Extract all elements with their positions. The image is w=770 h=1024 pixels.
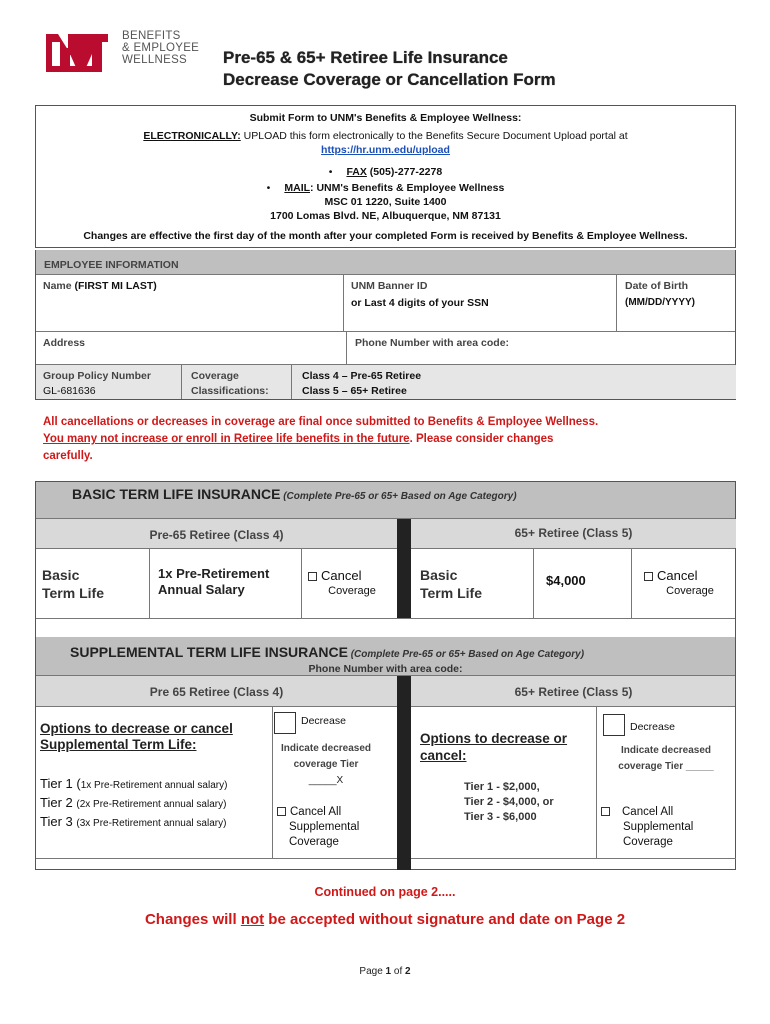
supp-plus-options-2: cancel:: [420, 748, 467, 763]
org-line: BENEFITS: [122, 30, 181, 42]
cancel-all-3: Coverage: [623, 836, 673, 848]
divider: [631, 548, 632, 618]
tier-2-detail: (2x Pre-Retirement annual salary): [76, 799, 227, 810]
class-4: Class 4 – Pre-65 Retiree: [302, 370, 422, 382]
supp-pre-indicate: [274, 741, 378, 789]
phone-field[interactable]: [346, 332, 736, 364]
divider: [411, 858, 736, 859]
coverage-label: Coverage: [666, 585, 714, 597]
supp-pre-options-2: Supplemental Term Life:: [40, 737, 197, 752]
supp-pre65-head: Pre 65 Retiree (Class 4): [149, 685, 284, 699]
dob-field[interactable]: [616, 275, 736, 331]
warning-rest: . Please consider changes: [409, 433, 554, 445]
plus65-head-band: [411, 519, 736, 548]
basic-subtitle: (Complete Pre-65 or 65+ Based on Age Category): [280, 491, 517, 502]
mail-address-line-3: 1700 Lomas Blvd. NE, Albuquerque, NM 87131: [270, 210, 501, 222]
plus-basic-label-2: Term Life: [420, 585, 482, 601]
pre-amount-1: 1x Pre-Retirement: [158, 566, 270, 581]
supp-plus-options: [420, 730, 567, 764]
upload-link-line: [36, 144, 735, 156]
coverage-label-2: Classifications:: [191, 385, 269, 397]
supplemental-term-life-section: [35, 637, 736, 870]
cancel-all-1: Cancel All: [290, 806, 342, 818]
pre-basic-label-2: Term Life: [42, 585, 104, 601]
coverage-classifications: [181, 365, 291, 399]
page-number: [0, 966, 770, 977]
name-hint: (FIRST MI LAST): [71, 280, 157, 292]
form-title: [223, 47, 556, 91]
pre-basic-label: [42, 566, 104, 602]
warning-line-1: All cancellations or decreases in coverage are final once submitted to Benefits & Employee Wellness.: [43, 416, 599, 428]
org-line: WELLNESS: [122, 54, 188, 66]
supp-phone-note: Phone Number with area code:: [308, 663, 463, 675]
org-name: [122, 30, 199, 66]
divider: [272, 706, 273, 858]
page-of: of: [391, 966, 406, 977]
org-line: & EMPLOYEE: [122, 42, 200, 54]
name-label: Name: [43, 280, 72, 292]
cancel-label: Cancel: [657, 568, 698, 583]
supp-pre-cancel-all[interactable]: [277, 805, 359, 850]
banner-id-field[interactable]: [343, 275, 616, 331]
class-list: [291, 365, 736, 399]
supp-pre-decrease-checkbox[interactable]: [274, 712, 296, 734]
divider: [36, 706, 735, 707]
mail-label: MAIL: [284, 182, 311, 194]
signature-warning: [0, 911, 770, 928]
pre65-head-band: [36, 519, 397, 548]
basic-title-band: [36, 482, 735, 518]
name-row: [36, 274, 735, 331]
supp-plus-decrease-label: Decrease: [630, 721, 675, 733]
submit-instructions: [35, 105, 736, 248]
tier-3: [40, 813, 227, 832]
cancellation-warning: [43, 414, 733, 465]
divider: [596, 706, 597, 858]
upload-link[interactable]: https://hr.unm.edu/upload: [321, 144, 450, 156]
supp-plus65-head: 65+ Retiree (Class 5): [514, 685, 633, 699]
tier-1-detail: 1x Pre-Retirement annual salary): [80, 780, 228, 791]
supp-pre-options-1: Options to decrease or cancel: [40, 721, 233, 736]
class-5: Class 5 – 65+ Retiree: [302, 385, 407, 397]
warning-underlined: You many not increase or enroll in Retiree life benefits in the future: [43, 433, 410, 445]
pre-amount-2: Annual Salary: [158, 582, 245, 597]
dob-label: Date of Birth: [625, 280, 688, 292]
column-separator: [397, 519, 411, 619]
mail-address-line-2: MSC 01 1220, Suite 1400: [324, 196, 447, 208]
cancel-label: Cancel: [321, 568, 362, 583]
employee-information-section: [35, 250, 736, 400]
group-policy-label: Group Policy Number: [43, 370, 151, 382]
plus-basic-amount: $4,000: [546, 573, 586, 588]
coverage-label: Coverage: [328, 585, 376, 597]
divider: [36, 618, 735, 619]
submit-heading: Submit Form to UNM's Benefits & Employee Wellness:: [249, 112, 522, 124]
supp-subtitle: (Complete Pre-65 or 65+ Based on Age Category): [347, 649, 585, 660]
divider: [149, 548, 150, 618]
group-policy-field: [36, 365, 181, 399]
continued-note: Continued on page 2.....: [314, 885, 456, 899]
electronic-line: [36, 130, 735, 142]
tier-2-label: Tier 2: [40, 795, 77, 810]
banner-id-label: UNM Banner ID: [351, 280, 428, 292]
indicate-2: coverage Tier: [293, 759, 359, 770]
fax-label: FAX: [346, 166, 367, 178]
tier-3-detail: (3x Pre-Retirement annual salary): [76, 818, 227, 829]
title-line-1: Pre-65 & 65+ Retiree Life Insurance: [223, 48, 508, 67]
pre-basic-cancel-checkbox[interactable]: [308, 572, 317, 581]
supp-pre-decrease-label: Decrease: [301, 715, 346, 727]
cancel-all-1: Cancel All: [622, 806, 674, 818]
pre-basic-label-1: Basic: [42, 567, 80, 583]
phone-label: Phone Number with area code:: [355, 337, 510, 349]
pre-basic-amount: [158, 566, 269, 598]
warning-line-2: [43, 431, 733, 448]
plus-basic-label-1: Basic: [420, 567, 458, 583]
sig-not: not: [240, 911, 265, 928]
divider: [36, 858, 397, 859]
supp-plus-indicate: [601, 743, 731, 775]
title-line-2: Decrease Coverage or Cancellation Form: [223, 70, 556, 89]
basic-term-life-section: [35, 481, 736, 640]
address-row: [36, 331, 735, 364]
plus-basic-label: [420, 566, 482, 602]
tier-2: [40, 794, 227, 813]
tier-3-label: Tier 3: [40, 814, 77, 829]
page-total: 2: [405, 966, 411, 977]
plus-tier-1: Tier 1 - $2,000,: [464, 781, 540, 793]
supp-plus-cancel-all[interactable]: [601, 805, 693, 850]
basic-title: BASIC TERM LIFE INSURANCE: [72, 486, 281, 502]
name-field[interactable]: [36, 275, 343, 331]
electronic-text: UPLOAD this form electronically to the Benefits Secure Document Upload portal at: [240, 130, 628, 142]
plus-tier-2: Tier 2 - $4,000, or: [464, 796, 554, 808]
cancel-all-3: Coverage: [289, 836, 339, 848]
pre-basic-cancel-option[interactable]: [308, 568, 396, 597]
coverage-label-1: Coverage: [191, 370, 239, 382]
group-row: [36, 364, 735, 399]
group-policy-value: GL-681636: [43, 385, 96, 397]
supp-pre-options: [40, 721, 233, 753]
mail-text: : UNM's Benefits & Employee Wellness: [310, 182, 505, 194]
supp-plus-decrease-checkbox[interactable]: [603, 714, 625, 736]
supp-pre-tiers: [40, 775, 227, 832]
page-label: Page: [359, 966, 386, 977]
plus-basic-cancel-checkbox[interactable]: [644, 572, 653, 581]
supp-plus-options-1: Options to decrease or: [420, 731, 568, 746]
electronic-label: ELECTRONICALLY:: [143, 130, 241, 142]
indicate-1: Indicate decreased: [280, 743, 372, 754]
supp-pre-tier-input[interactable]: _____X: [308, 775, 344, 786]
address-label: Address: [43, 337, 86, 349]
divider: [301, 548, 302, 618]
effective-note: Changes are effective the first day of the month after your completed Form is received by Benefits & Employee Wellness.: [83, 230, 688, 242]
tier-1-label: Tier 1 (: [40, 776, 81, 791]
indicate-1: Indicate decreased: [620, 745, 712, 756]
pre65-head: Pre-65 Retiree (Class 4): [149, 528, 284, 542]
sig-text-1: Changes will: [144, 911, 241, 928]
column-separator: [397, 676, 411, 870]
bullet: [329, 166, 347, 178]
supp-plus-tiers: [464, 780, 554, 825]
fax-number: (505)-277-2278: [366, 166, 443, 178]
cancel-all-2: Supplemental: [289, 821, 360, 833]
supp-plus-tier-input[interactable]: coverage Tier _____: [618, 761, 714, 772]
sig-text-2: be accepted without signature and date on Page 2: [264, 911, 626, 928]
unm-logo: [44, 30, 110, 76]
plus-tier-3: Tier 3 - $6,000: [464, 811, 537, 823]
dob-hint: (MM/DD/YYYY): [625, 297, 695, 308]
tier-1: [40, 775, 227, 794]
banner-id-hint: or Last 4 digits of your SSN: [351, 297, 489, 309]
supp-title: SUPPLEMENTAL TERM LIFE INSURANCE: [70, 644, 348, 660]
address-field[interactable]: [36, 332, 346, 364]
cancel-all-2: Supplemental: [623, 821, 694, 833]
supp-pre-cancel-all-checkbox[interactable]: [277, 807, 286, 816]
plus65-head: 65+ Retiree (Class 5): [514, 526, 633, 540]
bullet: [267, 182, 285, 194]
plus-basic-cancel-option[interactable]: [644, 568, 736, 597]
warning-line-3: carefully.: [43, 450, 93, 462]
supp-plus-cancel-all-checkbox[interactable]: [601, 807, 610, 816]
divider: [533, 548, 534, 618]
page-current: 1: [385, 966, 392, 977]
fax-line: [36, 166, 735, 178]
mail-line: [36, 182, 735, 194]
employee-section-title: EMPLOYEE INFORMATION: [36, 250, 735, 274]
